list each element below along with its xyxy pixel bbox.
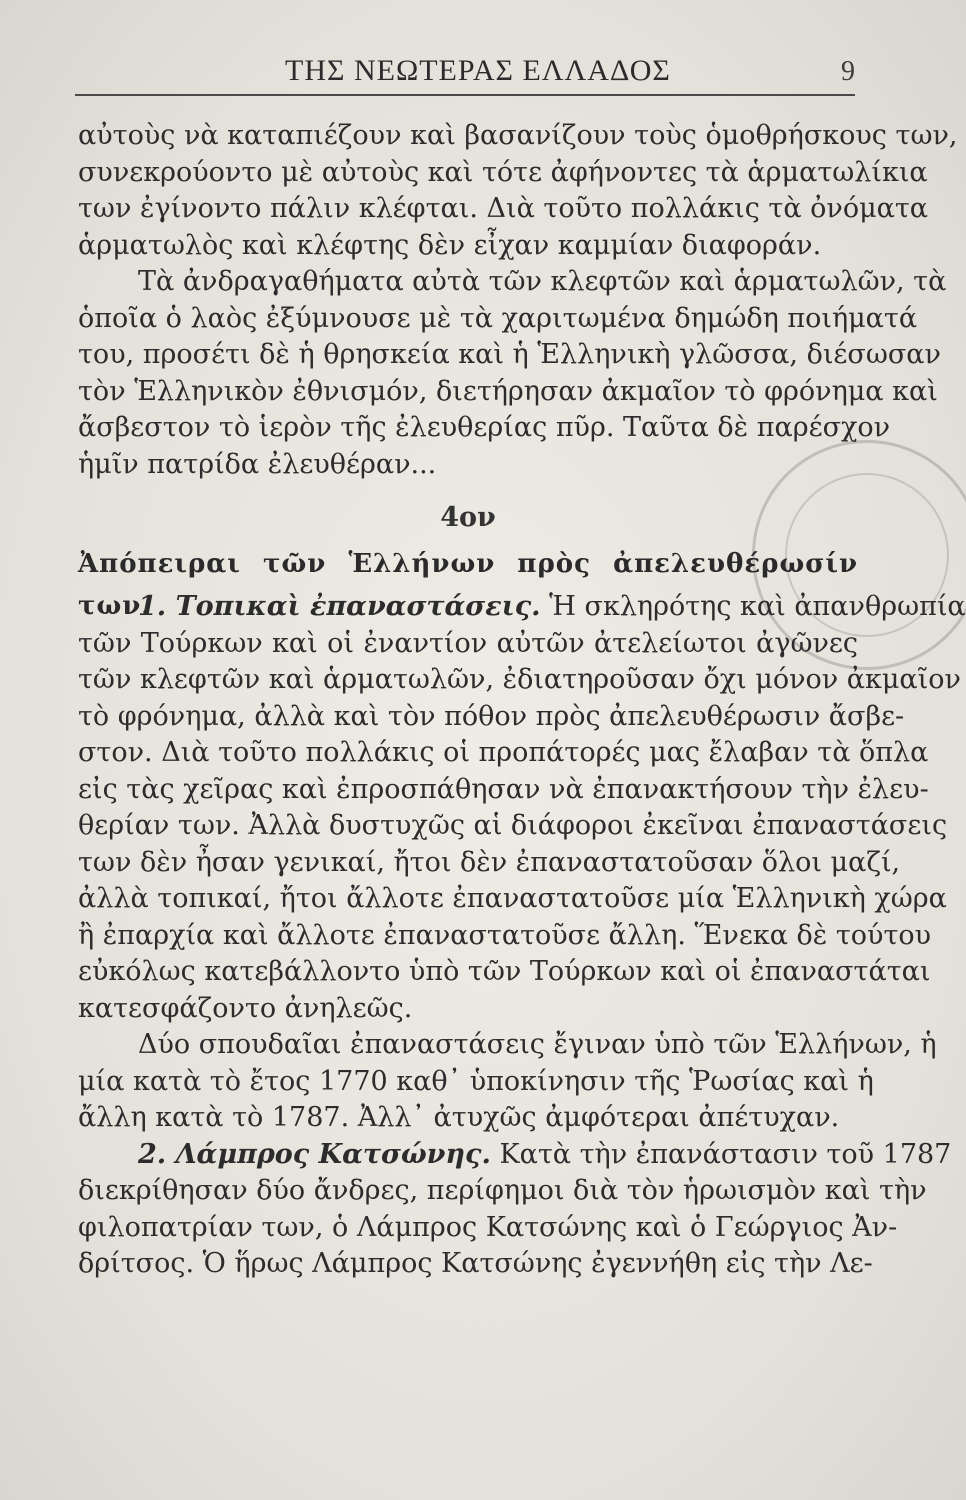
text-line: στον. Διὰ τοῦτο πολλάκις οἱ προπάτορές μας ἔλαβαν τὰ ὅπλα	[78, 737, 929, 768]
subsection-first-line-text: Ἡ σκληρότης καὶ ἀπανθρωπία	[549, 591, 966, 622]
text-line: τὸν Ἑλληνικὸν ἐθνισμόν, διετήρησαν ἀκμαῖον τὸ φρόνημα καὶ	[78, 375, 938, 407]
text-line: εἰς τὰς χεῖρας καὶ ἐπροσπάθησαν νὰ ἐπανακτήσουν τὴν ἐλευ-	[78, 773, 929, 805]
text-line: ἢ ἐπαρχία καὶ ἄλλοτε ἐπαναστατοῦσε ἄλλη. Ἕνεκα δὲ τούτου	[78, 919, 932, 951]
text-line: ἀλλὰ τοπικαί, ἤτοι ἄλλοτε ἐπαναστατοῦσε μία Ἑλληνικὴ χώρα	[78, 883, 947, 914]
subsection-title: 2. Λάμπρος Κατσώνης.	[138, 1138, 491, 1170]
paragraph-2	[78, 264, 947, 483]
subsection-first-line	[78, 1137, 952, 1174]
text-line: Τὰ ἀνδραγαθήματα αὐτὰ τῶν κλεφτῶν καὶ ἁρματωλῶν, τὰ	[138, 266, 947, 297]
text-line: κατεσφάζοντο ἀνηλεῶς.	[78, 992, 413, 1024]
section-heading: Ἀπόπειραι τῶν Ἑλλήνων πρὸς ἀπελευθέρωσίν των.	[78, 549, 858, 621]
subsection-title: 1. Τοπικαὶ ἐπαναστάσεις.	[138, 591, 541, 622]
text-line: των ἐγίνοντο πάλιν κλέφται. Διὰ τοῦτο πολλάκις τὰ ὀνόματα	[78, 193, 929, 224]
text-line: μία κατὰ τὸ ἔτος 1770 καθ᾽ ὑποκίνησιν τῆς Ῥωσίας καὶ ἡ	[78, 1065, 874, 1097]
text-line: του, προσέτι δὲ ἡ θρησκεία καὶ ἡ Ἑλληνικὴ γλῶσσα, διέσωσαν	[78, 339, 941, 370]
text-line: αὐτοὺς νὰ καταπιέζουν καὶ βασανίζουν τοὺς ὁμοθρήσκους των,	[78, 120, 958, 151]
running-title: ΤΗΣ ΝΕΩΤΕΡΑΣ ΕΛΛΑΔΟΣ	[285, 54, 671, 87]
text-line: ἄσβεστον τὸ ἱερὸν τῆς ἐλευθερίας πῦρ. Ταῦτα δὲ παρέσχον	[78, 412, 891, 443]
text-line: ὁποῖα ὁ λαὸς ἐξύμνουσε μὲ τὰ χαριτωμένα δημώδη ποιήματά	[78, 302, 918, 334]
text-line: θερίαν των. Ἀλλὰ δυστυχῶς αἱ διάφοροι ἐκεῖναι ἐπαναστάσεις	[78, 810, 948, 841]
text-line: φιλοπατρίαν των, ὁ Λάμπρος Κατσώνης καὶ ὁ Γεώργιος Ἀν-	[78, 1211, 898, 1243]
text-line: τῶν κλεφτῶν καὶ ἁρματωλῶν, ἐδιατηροῦσαν ὄχι μόνον ἀκμαῖον	[78, 664, 961, 695]
subsection-1	[78, 589, 966, 1027]
running-head	[75, 54, 855, 94]
subsection-first-line	[78, 589, 966, 626]
page-number: 9	[841, 56, 855, 87]
text-line: ἡμῖν πατρίδα ἐλευθέραν...	[78, 448, 437, 480]
text-line: συνεκρούοντο μὲ αὐτοὺς καὶ τότε ἀφήνοντες τὰ ἁρματωλίκια	[78, 156, 928, 188]
paragraph-3	[78, 1027, 937, 1137]
text-line: τῶν Τούρκων καὶ οἱ ἐναντίον αὐτῶν ἀτελείωτοι ἀγῶνες	[78, 627, 858, 659]
subsection-first-line-text: Κατὰ τὴν ἐπανάστασιν τοῦ 1787	[499, 1138, 952, 1170]
text-line: δρίτσος. Ὁ ἥρως Λάμπρος Κατσώνης ἐγεννήθη εἰς τὴν Λε-	[78, 1248, 873, 1279]
subsection-2	[78, 1137, 952, 1283]
header-rule	[75, 94, 855, 96]
text-line: εὐκόλως κατεβάλλοντο ὑπὸ τῶν Τούρκων καὶ οἱ ἐπαναστάται	[78, 956, 931, 987]
text-line: Δύο σπουδαῖαι ἐπαναστάσεις ἔγιναν ὑπὸ τῶν Ἑλλήνων, ἡ	[138, 1029, 937, 1060]
text-line: διεκρίθησαν δύο ἄνδρες, περίφημοι διὰ τὸν ἡρωισμὸν καὶ τὴν	[78, 1175, 927, 1206]
text-line: των δὲν ἦσαν γενικαί, ἤτοι δὲν ἐπαναστατοῦσαν ὅλοι μαζί,	[78, 846, 901, 878]
text-line: τὸ φρόνημα, ἀλλὰ καὶ τὸν πόθον πρὸς ἀπελευθέρωσιν ἄσβε-	[78, 700, 905, 732]
chapter-number: 4ον	[440, 502, 496, 533]
text-line: ἁρματωλὸς καὶ κλέφτης δὲν εἶχαν καμμίαν διαφοράν.	[78, 229, 822, 261]
body-text	[78, 118, 966, 1283]
text-line: ἄλλη κατὰ τὸ 1787. Ἀλλ᾽ ἀτυχῶς ἀμφότεραι ἀπέτυχαν.	[78, 1102, 840, 1133]
paragraph-1	[78, 118, 958, 264]
